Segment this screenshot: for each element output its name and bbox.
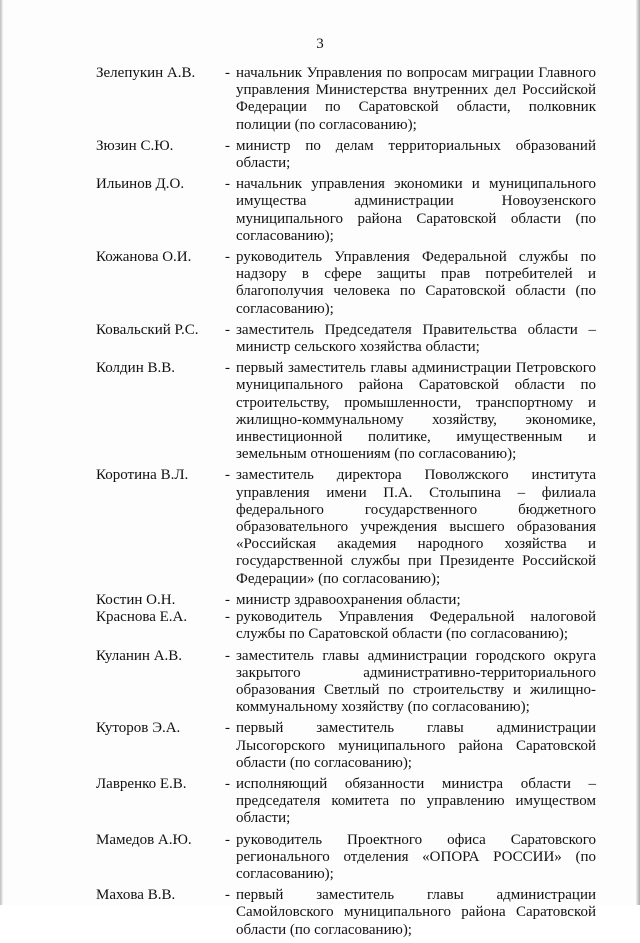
member-position: заместитель главы администрации городского округа закрытого административно-территориального образования Светлый по строительству и жилищно-коммунальному хозяйству (по согласованию); <box>236 647 596 716</box>
list-item <box>96 138 596 172</box>
member-position: первый заместитель главы администрации Лысогорского муниципального района Саратовской области (по согласованию); <box>236 720 596 771</box>
member-position: заместитель директора Поволжского института управления имени П.А. Столыпина – филиала федерального государственного бюджетного образовательного учреждения высшего образования «Российская академия народного хозяйства и государственной службы при Президенте Российской Федерации» (по согласованию); <box>236 467 596 587</box>
scan-edge-right <box>636 0 640 905</box>
member-position: министр по делам территориальных образований области; <box>236 137 596 172</box>
dash-separator: - <box>225 609 230 626</box>
member-name: Ильинов Д.О. <box>96 176 185 193</box>
member-name: Краснова Е.А. <box>96 609 188 626</box>
member-list <box>96 65 596 943</box>
list-item <box>96 609 596 643</box>
member-position: министр здравоохранения области; <box>236 591 461 608</box>
member-position: начальник управления экономики и муниципального имущества администрации Новоузенского муниципального района Саратовской области (по согласованию); <box>236 176 596 244</box>
dash-separator: - <box>225 887 230 904</box>
dash-separator: - <box>225 176 230 193</box>
member-name: Зелепукин А.В. <box>96 65 196 81</box>
list-item <box>96 887 596 939</box>
dash-separator: - <box>225 591 230 608</box>
list-item <box>96 249 596 318</box>
list-item <box>96 360 596 463</box>
list-item <box>96 832 596 884</box>
dash-separator: - <box>225 360 230 377</box>
list-item <box>96 65 596 134</box>
dash-separator: - <box>225 647 230 664</box>
member-name: Ковальский Р.С. <box>96 321 199 338</box>
member-name: Коротина В.Л. <box>96 467 189 484</box>
list-item <box>96 648 596 717</box>
member-name: Лавренко Е.В. <box>96 775 187 792</box>
member-name: Мамедов А.Ю. <box>96 831 192 848</box>
page-number: 3 <box>316 36 324 52</box>
member-name: Колдин В.В. <box>96 360 175 377</box>
member-name: Зюзин С.Ю. <box>96 137 174 154</box>
list-item <box>96 592 596 609</box>
scan-edge-left <box>0 0 3 905</box>
dash-separator: - <box>225 65 230 81</box>
member-name: Костин О.Н. <box>96 591 176 608</box>
member-position: заместитель Председателя Правительства области – министр сельского хозяйства области; <box>236 321 596 356</box>
member-position: начальник Управления по вопросам миграции Главного управления Министерства внутренних дел Российской Федерации по Саратовской области, полковник полиции (по согласованию); <box>236 65 596 133</box>
member-name: Кожанова О.И. <box>96 249 192 266</box>
member-position: руководитель Проектного офиса Саратовского регионального отделения «ОПОРА РОССИИ» (по согласованию); <box>236 831 596 882</box>
dash-separator: - <box>225 467 230 484</box>
member-position: первый заместитель главы администрации Самойловского муниципального района Саратовской области (по согласованию); <box>236 887 596 938</box>
member-name: Махова В.В. <box>96 887 176 904</box>
member-name: Куланин А.В. <box>96 647 183 664</box>
member-position: руководитель Управления Федеральной налоговой службы по Саратовской области (по согласованию); <box>236 609 596 643</box>
list-item <box>96 776 596 828</box>
list-item <box>96 176 596 245</box>
list-item <box>96 720 596 772</box>
dash-separator: - <box>225 775 230 792</box>
dash-separator: - <box>225 249 230 266</box>
list-item <box>96 467 596 587</box>
member-position: исполняющий обязанности министра области – председателя комитета по управлению имуществом области; <box>236 775 596 827</box>
dash-separator: - <box>225 137 230 154</box>
member-position: руководитель Управления Федеральной службы по надзору в сфере защиты прав потребителей и благополучия человека по Саратовской области (по согласованию); <box>236 249 596 317</box>
member-name: Куторов Э.А. <box>96 720 181 737</box>
dash-separator: - <box>225 831 230 848</box>
list-item <box>96 322 596 356</box>
dash-separator: - <box>225 321 230 338</box>
member-position: первый заместитель главы администрации Петровского муниципального района Саратовской области по строительству, промышленности, транспортному и жилищно-коммунальному хозяйству, экономике, инвестиционной политике, имущественным и земельным отношениям (по согласованию); <box>236 360 596 463</box>
dash-separator: - <box>225 720 230 737</box>
